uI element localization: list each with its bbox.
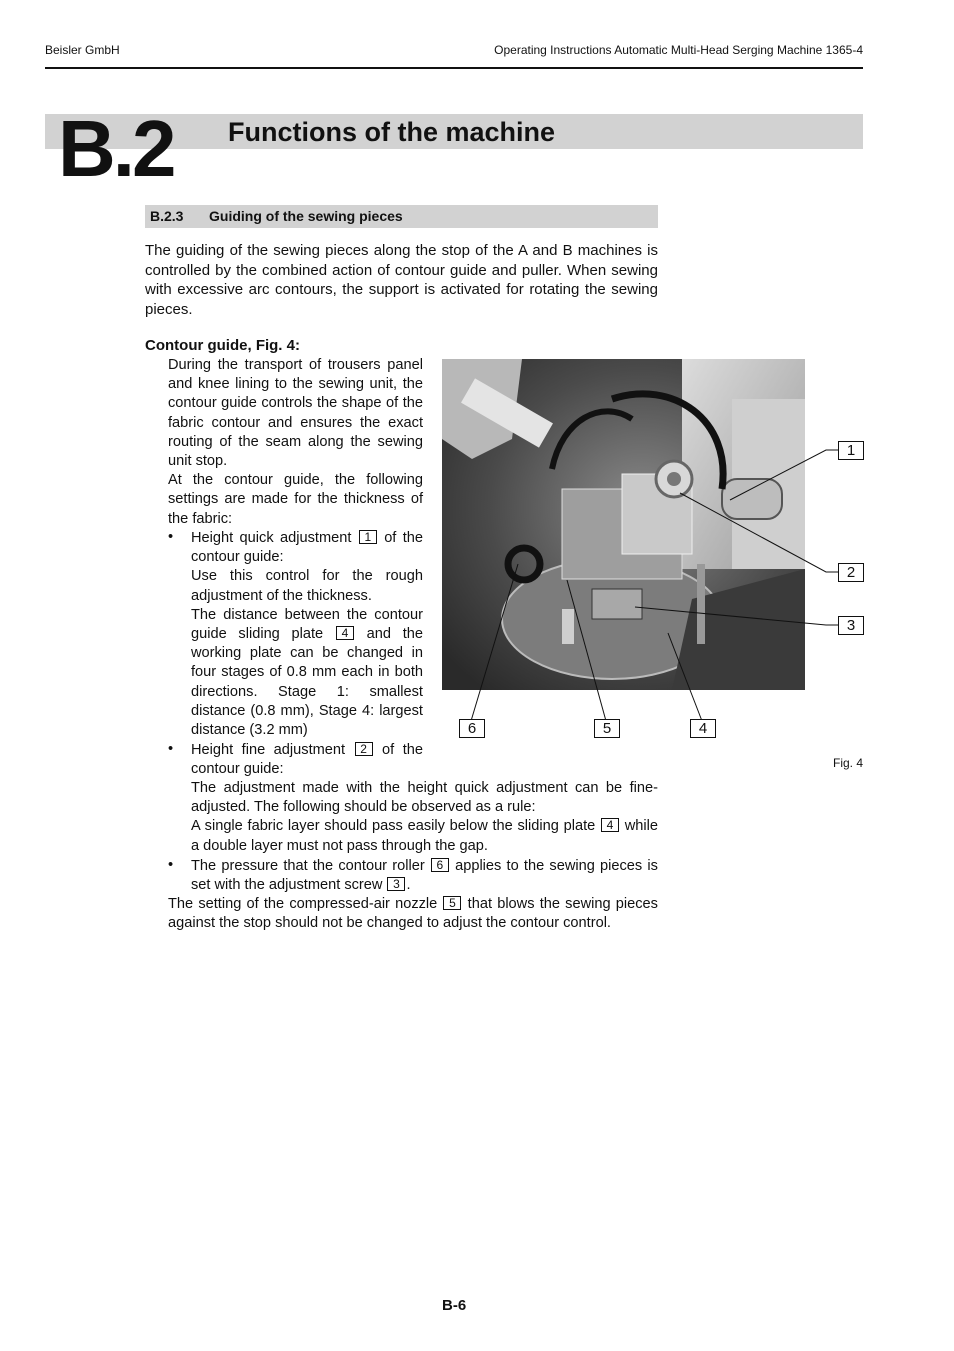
callout-1: 1 bbox=[838, 441, 864, 460]
section-number: B.2.3 bbox=[150, 208, 184, 224]
callout-3: 3 bbox=[838, 616, 864, 635]
bullet-height-quick bbox=[191, 529, 423, 740]
intro-paragraph: The guiding of the sewing pieces along the stop of the A and B machines is controlled by the combined action of contour guide and puller. When sewing with excessive arc contours, the support is activated for rotating the sewing pieces. bbox=[145, 242, 658, 318]
ref-box: 5 bbox=[443, 896, 461, 910]
bullet-pressure bbox=[191, 857, 658, 895]
contour-description bbox=[168, 356, 423, 529]
contour-guide-heading: Contour guide, Fig. 4: bbox=[145, 337, 300, 354]
bullet-1-l3-post: and the working plate can be changed in four stages of 0.8 mm each in both directions. Stage 1: smallest distance (0.8 mm), Stage 4: largest distance (3.2 mm) bbox=[191, 626, 423, 739]
ref-box: 4 bbox=[601, 818, 619, 832]
bullet-2-l3-pre: A single fabric layer should pass easily below the sliding plate bbox=[191, 818, 596, 835]
header-company: Beisler GmbH bbox=[45, 43, 120, 57]
bullet-1-pre: Height quick adjustment bbox=[191, 530, 352, 546]
ref-box: 4 bbox=[336, 626, 354, 640]
header-rule bbox=[45, 67, 863, 69]
callout-6: 6 bbox=[459, 719, 485, 738]
bullet-height-fine-detail bbox=[191, 779, 658, 856]
callout-2: 2 bbox=[838, 563, 864, 582]
bullet-marker: • bbox=[168, 529, 174, 545]
figure-caption: Fig. 4 bbox=[832, 756, 863, 770]
final-post: that blows the sewing pieces against the stop should not be changed to adjust the contour control. bbox=[168, 896, 658, 932]
final-paragraph bbox=[168, 895, 658, 933]
contour-paragraph-1: During the transport of trousers panel and knee lining to the sewing unit, the contour guide controls the shape of the fabric contour and ensures the exact routing of the seam along the sewing unit stop. bbox=[168, 357, 423, 470]
bullet-2-post: of the contour guide: bbox=[191, 742, 423, 778]
ref-box: 1 bbox=[359, 530, 377, 544]
final-pre: The setting of the compressed-air nozzle bbox=[168, 896, 438, 912]
bullet-3-mid: applies to the sewing pieces is set with the adjustment screw bbox=[191, 858, 658, 894]
bullet-2-pre: Height fine adjustment bbox=[191, 742, 346, 758]
bullet-1-line-2: Use this control for the rough adjustment of the thickness. bbox=[191, 568, 423, 604]
chapter-number: B.2 bbox=[58, 104, 174, 193]
bullet-1-l3-pre: The distance between the contour guide sliding plate bbox=[191, 606, 423, 643]
page-number: B-6 bbox=[442, 1297, 467, 1314]
bullet-marker: • bbox=[168, 741, 174, 757]
bullet-2-l3-post: while a double layer must not pass through the gap. bbox=[191, 818, 658, 854]
ref-box: 3 bbox=[387, 877, 405, 891]
bullet-3-post: . bbox=[406, 877, 411, 894]
section-title: Guiding of the sewing pieces bbox=[209, 208, 403, 224]
chapter-title: Functions of the machine bbox=[228, 117, 556, 147]
callout-4: 4 bbox=[690, 719, 716, 738]
machine-photo bbox=[442, 359, 805, 690]
ref-box: 2 bbox=[355, 742, 373, 756]
header-doc-title: Operating Instructions Automatic Multi-Head Serging Machine 1365-4 bbox=[494, 43, 863, 57]
ref-box: 6 bbox=[431, 858, 449, 872]
bullet-height-fine bbox=[191, 741, 423, 779]
bullet-marker: • bbox=[168, 857, 174, 873]
bullet-2-line-3 bbox=[191, 817, 658, 855]
callout-5: 5 bbox=[594, 719, 620, 738]
bullet-3-pre: The pressure that the contour roller bbox=[191, 858, 425, 874]
bullet-1-post: of the contour guide: bbox=[191, 530, 424, 566]
bullet-1-line-3 bbox=[191, 606, 423, 740]
bullet-2-line-2: The adjustment made with the height quick adjustment can be fine-adjusted. The following should be observed as a rule: bbox=[191, 780, 658, 816]
bullet-1-line-1 bbox=[191, 529, 423, 567]
contour-paragraph-2: At the contour guide, the following settings are made for the thickness of the fabric: bbox=[168, 472, 423, 527]
